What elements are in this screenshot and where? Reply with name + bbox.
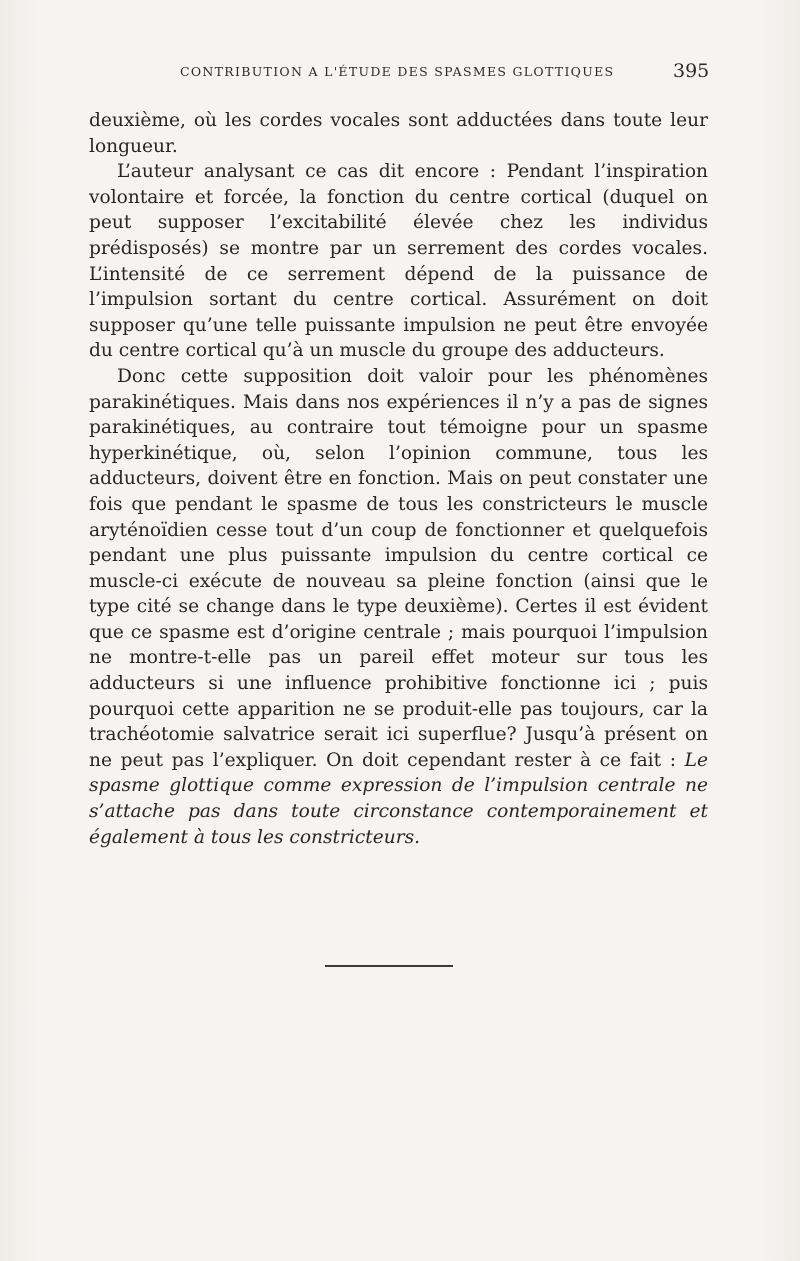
end-rule-divider	[325, 965, 453, 967]
paragraph-3-text: Donc cette supposition doit valoir pour les phénomènes parakinétiques. Mais dans nos expériences il n’y a pas de signes parakinétiques, au contraire tout témoigne pour un spasme hyperkinétique, où, selon l’opinion commune, tous les adducteurs, doivent être en fonction. Mais on peut constater une fois que pendant le spasme de tous les constricteurs le muscle aryténoïdien cesse tout d’un coup de fonctionner et quelquefois pendant une plus puissante impulsion du centre cortical ce muscle-ci exécute de nouveau sa pleine fonction (ainsi que le type cité se change dans le type deuxième). Certes il est évident que ce spasme est d’origine centrale ; mais pourquoi l’impulsion ne montre-t-elle pas un pareil effet moteur sur tous les adducteurs si une influence prohibitive fonctionne ici ; puis pourquoi cette apparition ne se produit-elle pas toujours, car la trachéotomie salvatrice serait ici superflue? Jusqu’à présent on ne peut pas l’expliquer. On doit cependant rester à ce fait :	[89, 365, 708, 771]
paragraph-3-italic-conclusion: Le spasme glottique comme expression de l’impulsion centrale ne s’attache pas dans toute circonstance contemporainement et également à tous les constricteurs.	[89, 749, 708, 848]
paragraph-3	[89, 364, 708, 850]
running-head: CONTRIBUTION A L'ÉTUDE DES SPASMES GLOTTIQUES	[180, 64, 615, 79]
paragraph-1: deuxième, où les cordes vocales sont adductées dans toute leur longueur.	[89, 110, 708, 157]
page-number: 395	[673, 60, 710, 82]
body-text	[89, 108, 708, 850]
paragraph-2: L’auteur analysant ce cas dit encore : Pendant l’inspiration volontaire et forcée, la fonction du centre cortical (duquel on peut supposer l’excitabilité élevée chez les individus prédisposés) se montre par un serrement des cordes vocales. L’intensité de ce serrement dépend de la puissance de l’impulsion sortant du centre cortical. Assurément on doit supposer qu’une telle puissante impulsion ne peut être envoyée du centre cortical qu’à un muscle du groupe des adducteurs.	[89, 161, 708, 362]
